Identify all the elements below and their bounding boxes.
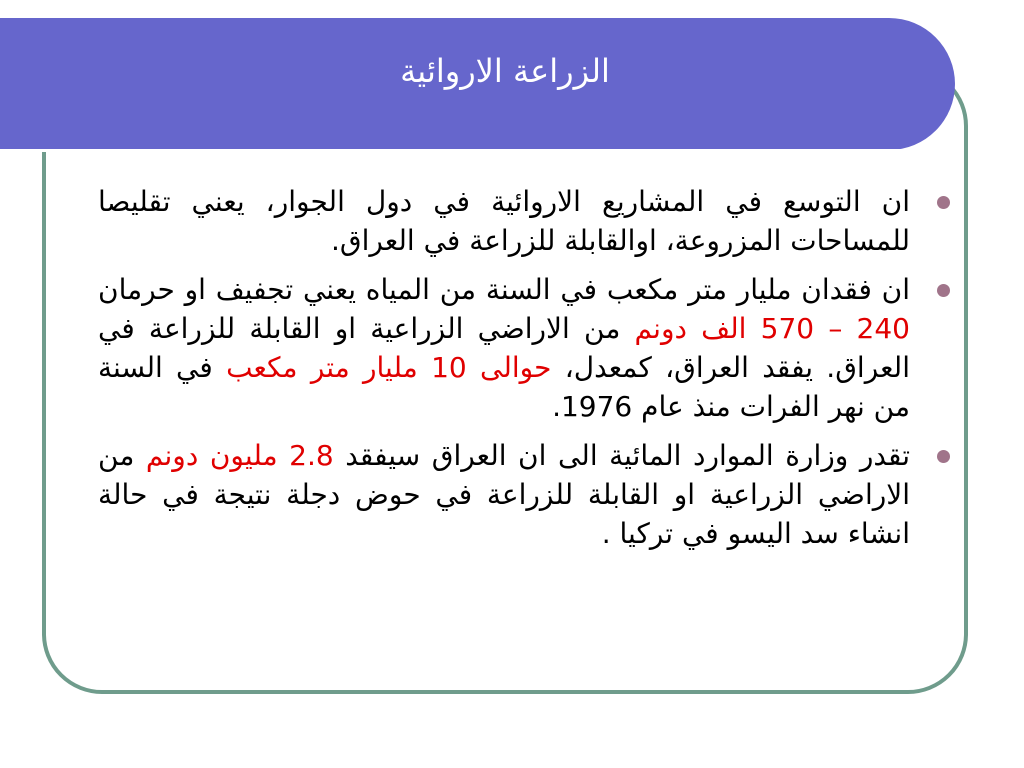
bullet-item-1 bbox=[98, 182, 910, 260]
bullet-text: ان التوسع في المشاريع الاروائية في دول الجوار، يعني تقليصا للمساحات المزروعة، اوالقابلة للزراعة في العراق. bbox=[98, 185, 910, 257]
bullet-icon bbox=[937, 284, 950, 297]
bullet-list bbox=[98, 182, 910, 563]
bullet-item-2 bbox=[98, 270, 910, 426]
bullet-text: في السنة من نهر الفرات منذ عام 1976. bbox=[98, 351, 910, 423]
slide-title: الزراعة الاروائية bbox=[400, 52, 610, 90]
title-underline bbox=[0, 149, 905, 152]
highlighted-text: حوالى 10 مليار متر مكعب bbox=[226, 351, 552, 384]
bullet-text: ان فقدان مليار متر مكعب في السنة من المياه يعني تجفيف او حرمان bbox=[98, 273, 910, 306]
bullet-icon bbox=[937, 450, 950, 463]
bullet-text: تقدر وزارة الموارد المائية الى ان العراق سيفقد bbox=[333, 439, 911, 472]
bullet-text: من الاراضي الزراعية او القابلة للزراعة في العراق. يفقد العراق، كمعدل، bbox=[98, 312, 910, 384]
bullet-item-3 bbox=[98, 436, 910, 553]
bullet-text: من الاراضي الزراعية او القابلة للزراعة في حوض دجلة نتيجة في حالة انشاء سد اليسو في تركيا . bbox=[98, 439, 910, 550]
highlighted-text: 240 – 570 الف دونم bbox=[634, 312, 910, 345]
bullet-icon bbox=[937, 196, 950, 209]
highlighted-text: 2.8 مليون دونم bbox=[145, 439, 334, 472]
